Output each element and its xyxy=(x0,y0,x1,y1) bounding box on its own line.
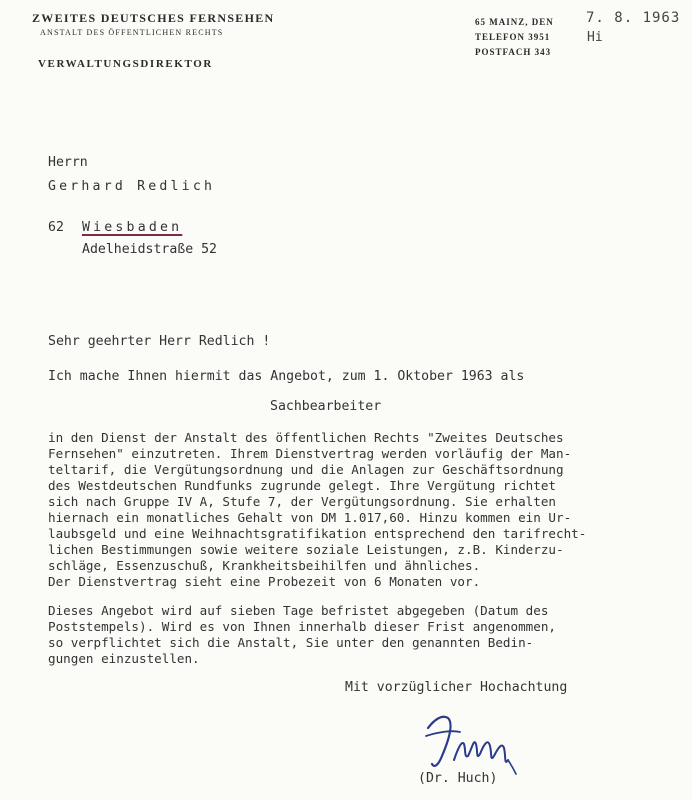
recipient-city: Wiesbaden xyxy=(82,220,183,235)
recipient-postcode: 62 xyxy=(48,220,64,235)
signatory-name: (Dr. Huch) xyxy=(418,771,498,786)
handwritten-signature xyxy=(418,708,528,778)
typist-initials: Hi xyxy=(587,30,603,45)
position-title: Sachbearbeiter xyxy=(270,399,382,414)
paragraph1-line: sich nach Gruppe IV A, Stufe 7, der Vergütungsordnung. Sie erhalten xyxy=(48,494,556,509)
recipient-street: Adelheidstraße 52 xyxy=(82,242,217,257)
letter-date: 7. 8. 1963 xyxy=(586,10,681,26)
letterhead-postbox: POSTFACH 343 xyxy=(475,47,552,57)
paragraph2-line: so verpflichtet sich die Anstalt, Sie unter den genannten Bedin- xyxy=(48,635,534,650)
letterhead-org-name: ZWEITES DEUTSCHES FERNSEHEN xyxy=(32,11,275,25)
greeting: Sehr geehrter Herr Redlich ! xyxy=(48,334,271,349)
closing-phrase: Mit vorzüglicher Hochachtung xyxy=(345,680,568,695)
letterhead-address-city: 65 MAINZ, DEN xyxy=(475,17,554,27)
paragraph1-line: schläge, Essenzuschuß, Krankheitsbeihilfen und ähnliches. xyxy=(48,558,481,573)
paragraph1-line: Der Dienstvertrag sieht eine Probezeit von 6 Monaten vor. xyxy=(48,574,481,589)
paragraph1-line: laubsgeld und eine Weihnachtsgratifikation entsprechend den tarifrecht- xyxy=(48,526,587,541)
letterhead-department: VERWALTUNGSDIREKTOR xyxy=(38,58,213,70)
paragraph2-line: Poststempels). Wird es von Ihnen innerhalb dieser Frist angenommen, xyxy=(48,619,556,634)
paragraph1-line: des Westdeutschen Rundfunks zugrunde gelegt. Ihre Vergütung richtet xyxy=(48,478,556,493)
recipient-name: Gerhard Redlich xyxy=(48,179,216,194)
paragraph1-line: hiernach ein monatliches Gehalt von DM 1.017,60. Hinzu kommen ein Ur- xyxy=(48,510,572,525)
paragraph2-line: gungen einzustellen. xyxy=(48,651,200,666)
paragraph1-line: Fernsehen" einzutreten. Ihrem Dienstvertrag werden vorläufig der Man- xyxy=(48,446,572,461)
paragraph1-line: in den Dienst der Anstalt des öffentlichen Rechts "Zweites Deutsches xyxy=(48,430,564,445)
intro-line: Ich mache Ihnen hiermit das Angebot, zum 1. Oktober 1963 als xyxy=(48,369,525,384)
paragraph1-line: teltarif, die Vergütungsordnung und die Anlagen zur Geschäftsordnung xyxy=(48,462,564,477)
letterhead-phone: TELEFON 3951 xyxy=(475,32,551,42)
paragraph1-line: lichen Bestimmungen sowie weitere soziale Leistungen, z.B. Kinderzu- xyxy=(48,542,564,557)
recipient-salutation: Herrn xyxy=(48,155,88,170)
paragraph2-line: Dieses Angebot wird auf sieben Tage befristet abgegeben (Datum des xyxy=(48,603,549,618)
letterhead-org-subtitle: ANSTALT DES ÖFFENTLICHEN RECHTS xyxy=(40,28,224,37)
